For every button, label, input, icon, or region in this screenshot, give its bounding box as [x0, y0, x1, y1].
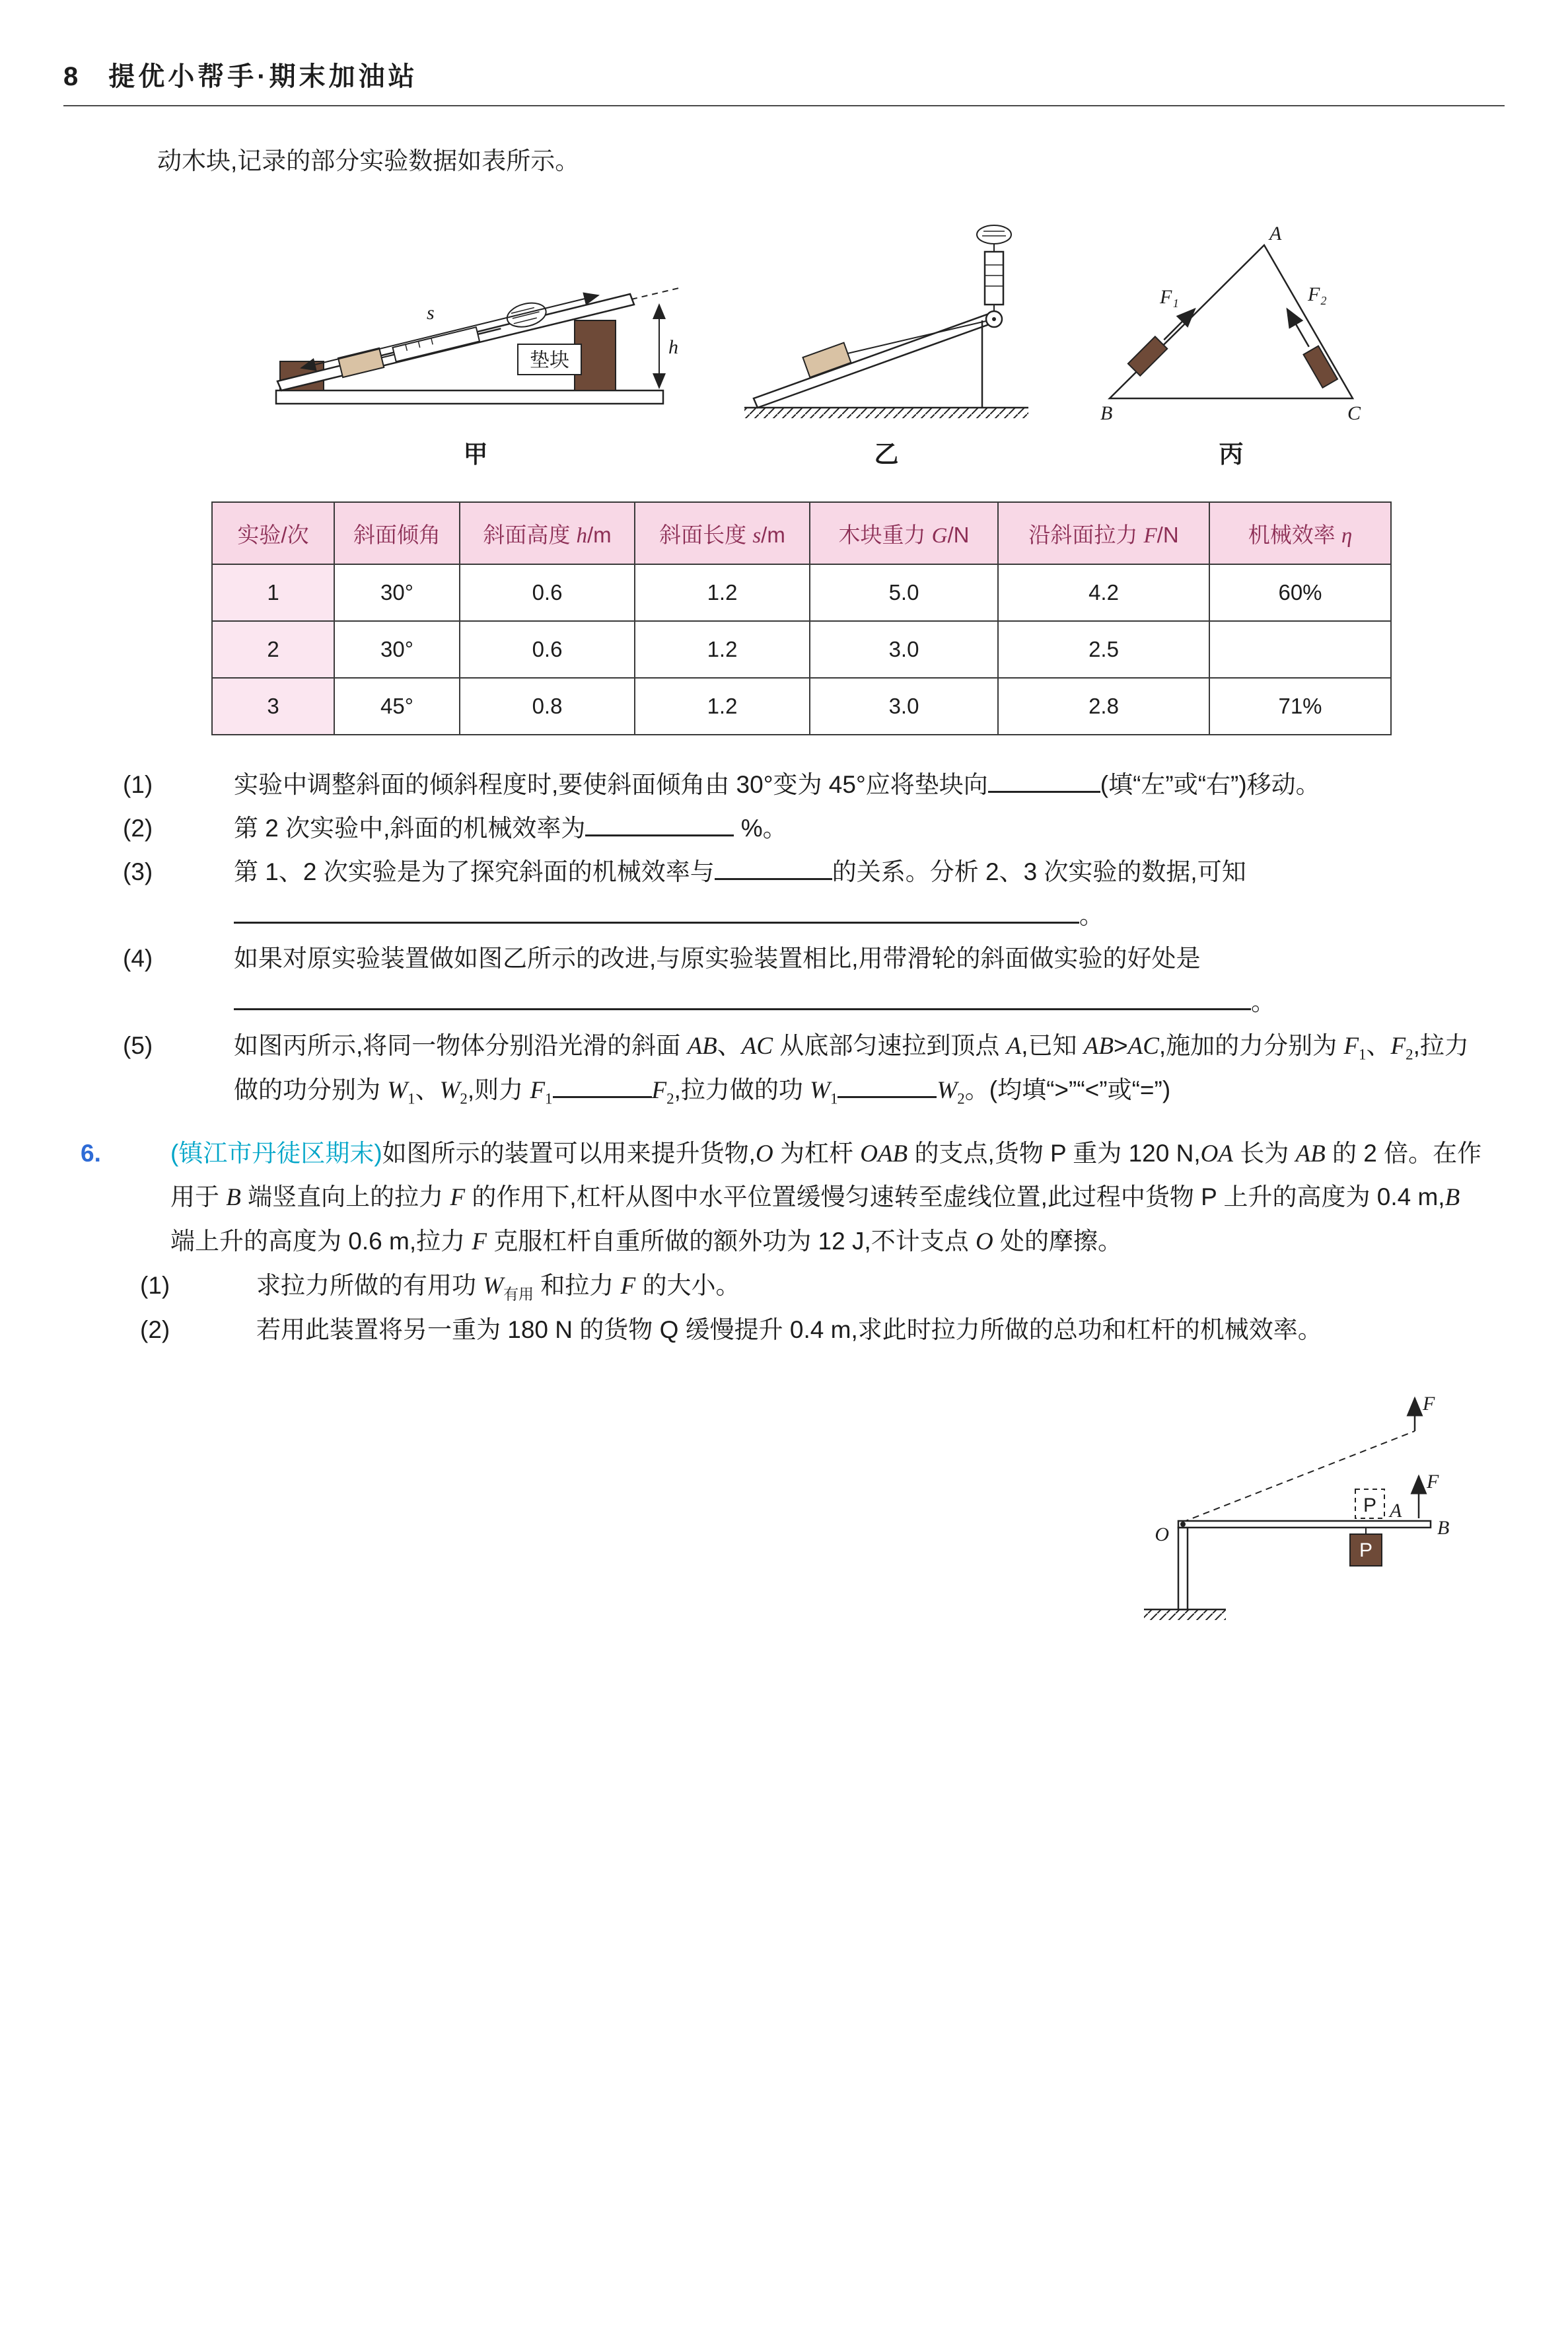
- variable: AB: [687, 1033, 717, 1060]
- text-segment: 斜面倾角: [353, 522, 441, 547]
- subscript: 2: [460, 1090, 468, 1107]
- lever-diagram-figure: [1139, 1391, 1469, 1629]
- question-text: [234, 1032, 1469, 1107]
- hand-illustration: [977, 225, 1011, 244]
- text-segment: ,拉力做的功: [674, 1076, 810, 1104]
- table-cell: [1209, 621, 1391, 678]
- variable: F: [1343, 1033, 1359, 1060]
- text-segment: (填“左”或“右”)移动。: [1100, 771, 1320, 798]
- text-segment: 。: [1251, 988, 1275, 1016]
- page-header: [0, 0, 1568, 93]
- text-segment: 如图所示的装置可以用来提升货物,: [382, 1139, 756, 1167]
- subscript: 1: [545, 1090, 553, 1107]
- subscript: 有用: [503, 1286, 534, 1303]
- table-cell: 3: [212, 678, 334, 735]
- variable: AB: [1295, 1140, 1326, 1167]
- block-on-AC: [1279, 305, 1337, 388]
- table-cell: 0.6: [460, 621, 635, 678]
- sub-question-list: [0, 763, 1568, 1113]
- question-number: (5): [123, 1032, 153, 1060]
- intro-text: 动木块,记录的部分实验数据如表所示。: [157, 147, 580, 174]
- variable: W: [439, 1077, 460, 1105]
- text-segment: 如图丙所示,将同一物体分别沿光滑的斜面: [234, 1032, 688, 1060]
- force-F1-label: F₁: [1160, 286, 1179, 308]
- page-number: 8: [63, 62, 79, 91]
- dimension-s-label: s: [427, 302, 435, 324]
- subscript: 1: [1359, 1046, 1367, 1063]
- force-F1-arrow: [1164, 309, 1195, 340]
- question-2: [123, 807, 1490, 850]
- page-title: 提优小帮手·期末加油站: [108, 62, 418, 91]
- table-cell: 2.5: [998, 621, 1209, 678]
- text-segment: 沿斜面拉力: [1028, 522, 1144, 547]
- variable: F: [450, 1184, 466, 1212]
- raised-load-P-label: P: [1363, 1495, 1377, 1517]
- table-cell: 1.2: [635, 564, 810, 621]
- question-number: (2): [123, 814, 153, 842]
- pivot-point: [1180, 1522, 1186, 1527]
- text-segment: /m: [587, 522, 612, 547]
- text-segment: 克服杠杆自重所做的额外功为 12 J,不计支点: [486, 1228, 976, 1255]
- text-segment: 的作用下,杠杆从图中水平位置缓慢匀速转至虚线位置,此过程中货物 P 上升的高度为 0.4 m,: [465, 1183, 1445, 1211]
- table-header-cell: [460, 502, 635, 564]
- question-text: [234, 815, 787, 842]
- table-header-cell: [810, 502, 998, 564]
- problem-6: [81, 1132, 1490, 1265]
- question-number: (4): [123, 945, 153, 973]
- force-F-at-B-label: F: [1427, 1471, 1439, 1493]
- variable: η: [1341, 523, 1353, 548]
- blank-line: [837, 1073, 937, 1099]
- variable: O: [976, 1228, 993, 1256]
- load-P-block-label: P: [1359, 1539, 1373, 1562]
- question-text: [256, 1316, 1322, 1343]
- text-segment: 、: [415, 1076, 440, 1104]
- text-segment: 若用此装置将另一重为 180 N 的货物 Q 缓慢提升 0.4 m,求此时拉力所做的总功和杠杆的机械效率。: [256, 1316, 1322, 1344]
- table-cell: 0.6: [460, 564, 635, 621]
- table-cell: 30°: [334, 564, 460, 621]
- variable: h: [576, 523, 587, 548]
- figure-row: [264, 220, 1376, 470]
- force-F-upper-label: F: [1423, 1393, 1435, 1415]
- vertex-C-label: C: [1347, 402, 1361, 424]
- question-text: [234, 858, 1246, 929]
- inclined-plane-diagram: [264, 220, 687, 425]
- slope-extension-dashed: [631, 287, 682, 299]
- vertex-B-label: B: [1100, 402, 1113, 424]
- variable: AC: [741, 1033, 773, 1060]
- problem-6-number: 6.: [81, 1139, 101, 1167]
- text-segment: 实验中调整斜面的倾斜程度时,要使斜面倾角由 30°变为 45°应将垫块向: [234, 771, 988, 798]
- variable: W: [810, 1077, 830, 1105]
- table-header-cell: [635, 502, 810, 564]
- variable: F: [1143, 523, 1157, 548]
- tilted-lever-dashed: [1182, 1431, 1415, 1522]
- question-text: [234, 945, 1275, 1015]
- force-F2-label: F₂: [1308, 283, 1327, 305]
- table-header-cell: [998, 502, 1209, 564]
- point-A-label: A: [1390, 1500, 1402, 1522]
- ground-hatching: [1144, 1609, 1226, 1620]
- question-3: [123, 850, 1490, 938]
- variable: W: [483, 1273, 504, 1300]
- text-segment: 、: [1366, 1032, 1391, 1060]
- text-segment: 实验/次: [237, 522, 309, 547]
- text-segment: 、: [717, 1032, 742, 1060]
- text-segment: 的 2 倍。在作用于: [170, 1139, 1482, 1211]
- text-segment: ,施加的力分别为: [1158, 1032, 1344, 1060]
- subscript: 2: [1406, 1046, 1413, 1063]
- end-B-label: B: [1437, 1517, 1450, 1539]
- table-header-cell: [1209, 502, 1391, 564]
- question-text: [256, 1272, 740, 1303]
- table-cell: 45°: [334, 678, 460, 735]
- text-segment: 端上升的高度为 0.6 m,拉力: [170, 1228, 472, 1255]
- question-number: (1): [123, 771, 153, 798]
- table-cell: 1: [212, 564, 334, 621]
- blank-line: [553, 1073, 652, 1099]
- text-segment: 长为: [1232, 1139, 1296, 1167]
- variable: AC: [1127, 1033, 1159, 1060]
- force-F2-arrow: [1287, 309, 1309, 347]
- blank-line: [715, 854, 832, 880]
- triangle-incline-diagram: [1086, 220, 1376, 425]
- variable: A: [1006, 1033, 1022, 1060]
- figure-yi-label: 乙: [874, 441, 899, 468]
- table-cell: 3.0: [810, 678, 998, 735]
- table-cell: 71%: [1209, 678, 1391, 735]
- text-segment: /N: [1157, 522, 1179, 547]
- pulley-axle: [992, 317, 996, 321]
- lever-bar: [1178, 1521, 1431, 1528]
- table-head: [212, 502, 1391, 564]
- question-5: [123, 1024, 1490, 1113]
- table-row: [212, 678, 1391, 735]
- wood-block: [338, 348, 384, 377]
- text-segment: >: [1113, 1032, 1128, 1060]
- table-cell: 2: [212, 621, 334, 678]
- figure-bing: [1086, 220, 1376, 470]
- variable: B: [1444, 1184, 1460, 1212]
- pulley-incline-diagram: [731, 220, 1042, 425]
- table-cell: 1.2: [635, 621, 810, 678]
- table-row: [212, 564, 1391, 621]
- table-cell: 4.2: [998, 564, 1209, 621]
- wedge-label: 垫块: [530, 350, 569, 371]
- question-number: (2): [140, 1316, 170, 1344]
- question-4: [123, 937, 1490, 1024]
- table-cell: 30°: [334, 621, 460, 678]
- text-segment: 斜面高度: [483, 522, 577, 547]
- text-segment: 处的摩擦。: [993, 1228, 1123, 1255]
- problem-6-sub-question-1: [140, 1264, 1490, 1308]
- text-segment: 第 1、2 次实验是为了探究斜面的机械效率与: [234, 858, 715, 885]
- block-and-spring-scale: [338, 319, 503, 377]
- pivot-O-label: O: [1155, 1524, 1169, 1546]
- table-header-cell: [334, 502, 460, 564]
- problem-6-sub-question-2: [140, 1308, 1490, 1352]
- text-segment: 的支点,货物 P 重为 120 N,: [908, 1139, 1201, 1167]
- blank-line: [988, 767, 1100, 793]
- variable: F: [1390, 1033, 1406, 1060]
- variable: s: [752, 523, 762, 548]
- text-segment: 第 2 次实验中,斜面的机械效率为: [234, 814, 586, 842]
- variable: F: [620, 1273, 636, 1300]
- text-segment: /N: [947, 522, 970, 547]
- figure-bing-label: 丙: [1219, 441, 1244, 468]
- table-cell: 0.8: [460, 678, 635, 735]
- text-segment: 如果对原实验装置做如图乙所示的改进,与原实验装置相比,用带滑轮的斜面做实验的好处是: [234, 945, 1201, 973]
- text-segment: 和拉力: [534, 1272, 621, 1300]
- figure-jia: [264, 220, 687, 470]
- subscript: 2: [666, 1090, 674, 1107]
- question-1: [123, 763, 1490, 807]
- text-segment: 从底部匀速拉到顶点: [773, 1032, 1007, 1060]
- text-segment: 斜面长度: [659, 522, 753, 547]
- problem-6-source: (镇江市丹徒区期末): [170, 1139, 382, 1167]
- variable: G: [931, 523, 948, 548]
- subscript: 1: [408, 1090, 415, 1107]
- variable: F: [530, 1077, 546, 1105]
- text-segment: ,拉力做的功分别为: [234, 1032, 1469, 1104]
- spring-scale: [985, 252, 1003, 305]
- table-header-cell: [212, 502, 334, 564]
- text-segment: 。(均填“>”“<”或“=”): [964, 1076, 1171, 1104]
- subscript: 1: [830, 1090, 838, 1107]
- variable: B: [226, 1184, 241, 1212]
- block-on-AB: [1128, 303, 1201, 375]
- text-segment: 求拉力所做的有用功: [256, 1272, 483, 1300]
- support-post: [1178, 1528, 1188, 1609]
- table-header-row: [212, 502, 1391, 564]
- text-segment: ,则力: [467, 1076, 530, 1104]
- variable: O: [755, 1140, 773, 1167]
- table-cell: 60%: [1209, 564, 1391, 621]
- text-segment: 的关系。分析 2、3 次实验的数据,可知: [832, 858, 1246, 885]
- variable: W: [937, 1077, 958, 1105]
- header-rule: [63, 105, 1505, 106]
- text-segment: 为杠杆: [773, 1139, 861, 1167]
- subscript: 2: [957, 1090, 965, 1107]
- question-number: (3): [123, 858, 153, 885]
- vertex-A-label: A: [1269, 223, 1282, 244]
- figure-yi: [731, 220, 1042, 470]
- table-cell: 1.2: [635, 678, 810, 735]
- question-number: (1): [140, 1272, 170, 1300]
- variable: W: [387, 1077, 408, 1105]
- table-cell: 3.0: [810, 621, 998, 678]
- blank-line: [234, 898, 1079, 924]
- text-segment: 木块重力: [838, 522, 932, 547]
- figure-jia-label: 甲: [463, 441, 488, 468]
- text-segment: 的大小。: [635, 1272, 740, 1300]
- variable: F: [651, 1077, 667, 1105]
- blank-line: [234, 984, 1251, 1010]
- variable: OA: [1200, 1140, 1233, 1167]
- lever-diagram: [1139, 1391, 1469, 1629]
- blank-line: [585, 811, 734, 836]
- dimension-h-label: h: [668, 336, 678, 358]
- variable: OAB: [860, 1140, 908, 1167]
- base-board: [276, 390, 663, 404]
- table-body: [212, 564, 1391, 735]
- experiment-data-table: [211, 501, 1392, 735]
- table-row: [212, 621, 1391, 678]
- text-segment: ,已知: [1021, 1032, 1084, 1060]
- ground-hatching: [744, 408, 1028, 418]
- table-cell: 5.0: [810, 564, 998, 621]
- text-segment: 。: [1079, 901, 1104, 929]
- text-segment: /m: [761, 522, 785, 547]
- variable: AB: [1083, 1033, 1114, 1060]
- text-segment: 端竖直向上的拉力: [240, 1183, 450, 1211]
- text-segment: %。: [734, 814, 787, 842]
- text-segment: 机械效率: [1248, 522, 1341, 547]
- question-text: [234, 771, 1320, 798]
- variable: F: [472, 1228, 487, 1256]
- table-cell: 2.8: [998, 678, 1209, 735]
